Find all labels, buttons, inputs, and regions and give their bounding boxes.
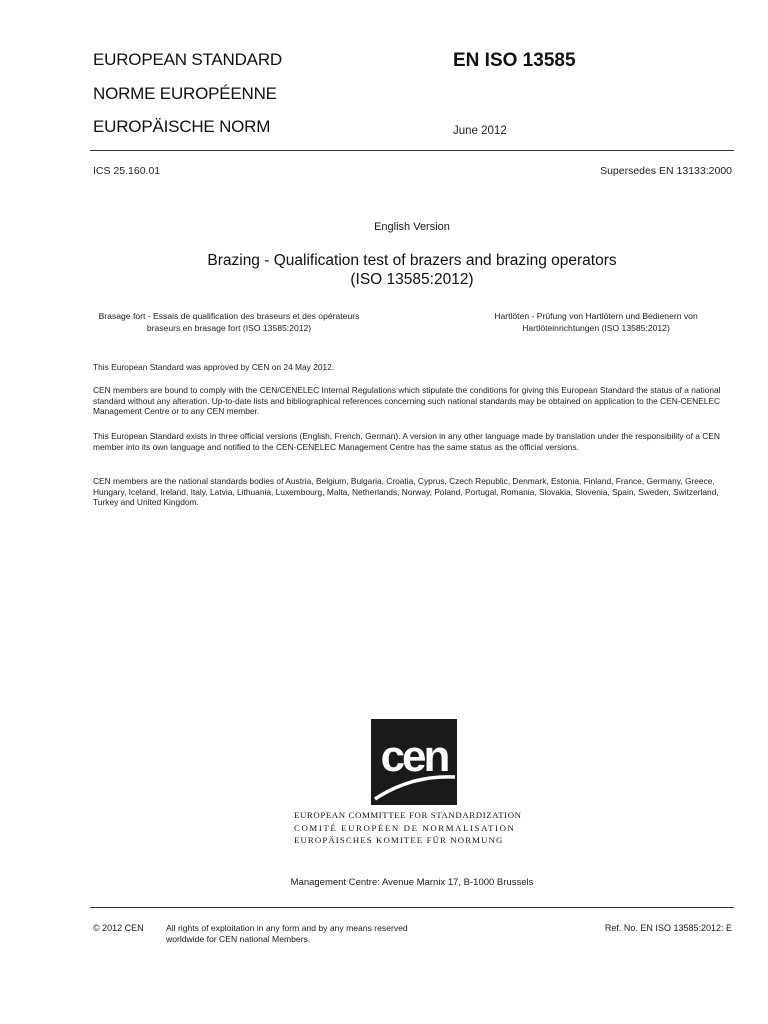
paragraph-text: CEN members are the national standards bodies of Austria, Belgium, Bulgaria, Croatia, Cyprus, Czech Republic, Denmark, Estonia, Finland, France, Germany, Greece, Hungary, Iceland, Ireland, Italy, Latvia, Lithuania, Luxembourg, Malta, Netherlands, Norway, Poland, Portugal, Romania, Slovakia, Slovenia, Spain, Sweden, Switzerland, Turkey and United Kingdom. (93, 476, 719, 508)
committee-french: COMITÉ EUROPÉEN DE NORMALISATION (294, 822, 516, 833)
rights-line-2: worldwide for CEN national Members. (166, 934, 311, 944)
header-rule (90, 150, 734, 151)
footer-rule (90, 907, 734, 908)
publication-date: June 2012 (453, 125, 507, 137)
title-french: NORME EUROPÉENNE (93, 84, 277, 103)
french-title: Brasage fort - Essais de qualification des braseurs et des opérateurs braseurs en brasage fort (ISO 13585:2012) (98, 311, 360, 333)
cen-logo-text: cen (380, 732, 448, 781)
management-centre: Management Centre: Avenue Marnix 17, B-1000 Brussels (290, 877, 534, 888)
paragraph-text: This European Standard exists in three official versions (English, French, German). A version in any other language made by translation under the responsibility of a CEN member into its own language and notified to the CEN-CENELEC Management Centre has the same status as the official versions. (93, 431, 720, 452)
compliance-paragraph (93, 385, 733, 417)
german-title: Hartlöten - Prüfung von Hartlötern und Bedienern von Hartlöteinrichtungen (ISO 13585:2012) (494, 311, 698, 333)
standard-number: EN ISO 13585 (453, 50, 576, 71)
paragraph-text: This European Standard was approved by CEN on 24 May 2012. (93, 362, 335, 372)
rights-notice (166, 923, 408, 945)
main-title (90, 251, 734, 289)
rights-line-1: All rights of exploitation in any form and by any means reserved (166, 923, 408, 933)
versions-paragraph (93, 431, 733, 452)
copyright-notice: © 2012 CEN (93, 923, 144, 933)
cen-logo (371, 719, 457, 805)
members-paragraph (93, 476, 733, 508)
reference-number: Ref. No. EN ISO 13585:2012: E (604, 923, 732, 933)
supersedes-note: Supersedes EN 13133:2000 (600, 165, 732, 177)
version-label: English Version (374, 221, 450, 233)
committee-names (294, 809, 522, 847)
committee-german: EUROPÄISCHES KOMITEE FÜR NORMUNG (294, 835, 504, 845)
title-german: EUROPÄISCHE NORM (93, 117, 271, 136)
title-english: EUROPEAN STANDARD (93, 50, 282, 69)
cen-logo-mark (371, 719, 457, 805)
main-title-line2: (ISO 13585:2012) (350, 271, 474, 288)
paragraph-text: CEN members are bound to comply with the CEN/CENELEC Internal Regulations which stipulate the conditions for giving this European Standard the status of a national standard without any alteration. Up-to-date lists and bibliographical references concerning such national standards may be obtained on application to the CEN-CENELEC Management Centre or to any CEN member. (93, 385, 721, 417)
committee-english: EUROPEAN COMMITTEE FOR STANDARDIZATION (294, 810, 522, 820)
main-title-line1: Brazing - Qualification test of brazers and brazing operators (207, 252, 617, 269)
ics-code: ICS 25.160.01 (93, 165, 161, 177)
approval-paragraph (93, 362, 733, 373)
